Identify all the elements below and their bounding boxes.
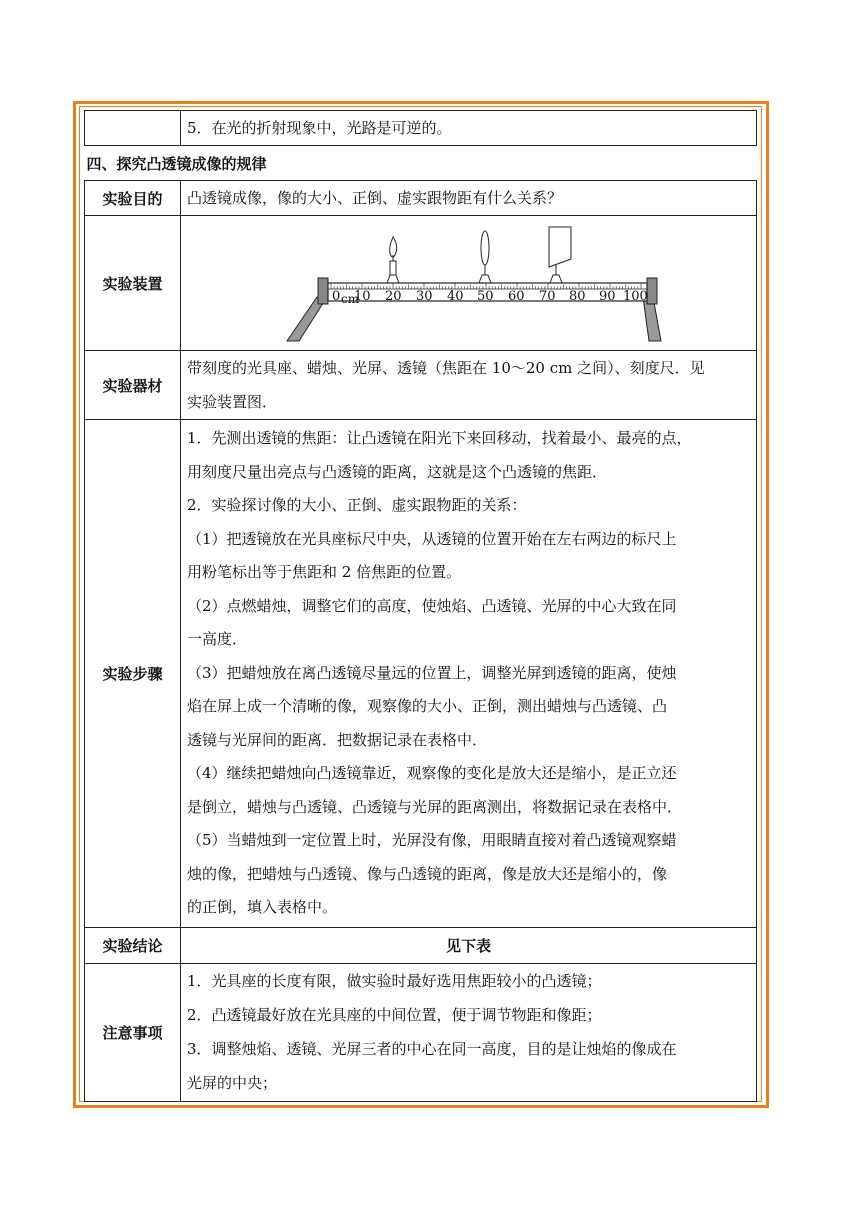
step-line: （4）继续把蜡烛向凸透镜靠近，观察像的变化是放大还是缩小，是正立还	[187, 764, 677, 782]
note-line: 光屏的中央；	[187, 1074, 278, 1092]
tick-label-30: 30	[415, 289, 433, 304]
tick-label-60: 60	[507, 289, 525, 304]
row-notes	[85, 963, 757, 1101]
candle-flame	[389, 237, 396, 257]
steps-text	[181, 420, 757, 928]
notes-text	[181, 963, 757, 1101]
step-line: 焰在屏上成一个清晰的像，观察像的大小、正倒，测出蜡烛与凸透镜、凸	[187, 697, 668, 715]
note-line: 1．光具座的长度有限，做实验时最好选用焦距较小的凸透镜；	[187, 972, 602, 990]
lens-holder	[479, 275, 491, 283]
prev-row-label	[85, 111, 181, 146]
note-line: 2．凸透镜最好放在光具座的中间位置，便于调节物距和像距；	[187, 1006, 602, 1024]
tick-label-90: 90	[598, 289, 616, 304]
materials-line: 带刻度的光具座、蜡烛、光屏、透镜（焦距在 10～20 cm 之间）、刻度尺．见	[187, 359, 705, 377]
prev-row-text: 5．在光的折射现象中，光路是可逆的。	[181, 111, 757, 146]
tick-label-50: 50	[476, 289, 494, 304]
tick-label-80: 80	[568, 289, 586, 304]
step-line: 1．先测出透镜的焦距：让凸透镜在阳光下来回移动，找着最小、最亮的点，	[187, 429, 692, 447]
candle-body	[390, 261, 396, 275]
row-apparatus	[85, 216, 757, 351]
step-line: 是倒立，蜡烛与凸透镜、凸透镜与光屏的距离测出，将数据记录在表格中．	[187, 797, 683, 816]
convex-lens	[481, 231, 489, 265]
step-line: 2．实验探讨像的大小、正倒、虚实跟物距的关系：	[187, 496, 527, 514]
candle-holder	[387, 275, 399, 283]
step-line: （1）把透镜放在光具座标尺中央，从透镜的位置开始在左右两边的标尺上	[187, 529, 677, 548]
optical-bench-diagram	[269, 223, 669, 343]
materials-label: 实验器材	[85, 351, 181, 420]
note-line: 3．调整烛焰、透镜、光屏三者的中心在同一高度，目的是让烛焰的像成在	[187, 1040, 677, 1058]
step-line: （5）当蜡烛到一定位置上时，光屏没有像，用眼睛直接对着凸透镜观察蜡	[187, 831, 677, 849]
left-end-block	[318, 278, 328, 304]
row-purpose	[85, 181, 757, 216]
step-line: 一高度．	[187, 630, 248, 648]
light-screen	[549, 227, 571, 267]
row-materials	[85, 351, 757, 420]
row-steps	[85, 420, 757, 928]
step-line: 的正倒，填入表格中。	[187, 898, 338, 916]
apparatus-cell	[181, 216, 757, 351]
section-row	[85, 146, 757, 181]
step-line: 用刻度尺量出亮点与凸透镜的距离，这就是这个凸透镜的焦距．	[187, 462, 608, 481]
right-end-block	[647, 278, 657, 304]
screen-holder	[550, 275, 562, 283]
ruler-unit: cm	[340, 292, 359, 306]
tick-label-70: 70	[538, 289, 556, 304]
step-line: 透镜与光屏间的距离．把数据记录在表格中．	[187, 730, 488, 749]
step-line: 用粉笔标出等于焦距和 2 倍焦距的位置。	[187, 563, 462, 581]
purpose-text: 凸透镜成像，像的大小、正倒、虚实跟物距有什么关系？	[181, 181, 757, 216]
purpose-label: 实验目的	[85, 181, 181, 216]
tick-label-20: 20	[384, 289, 402, 304]
notes-label: 注意事项	[85, 963, 181, 1101]
apparatus-label: 实验装置	[85, 216, 181, 351]
step-line: （3）把蜡烛放在离凸透镜尽量远的位置上，调整光屏到透镜的距离，使烛	[187, 663, 677, 682]
steps-label: 实验步骤	[85, 420, 181, 928]
materials-text	[181, 351, 757, 420]
step-line: 烛的像，把蜡烛与凸透镜、像与凸透镜的距离，像是放大还是缩小的，像	[187, 864, 668, 883]
tick-label-10: 10	[353, 289, 371, 304]
conclusion-label: 实验结论	[85, 927, 181, 963]
tick-label-0: 0	[331, 289, 340, 304]
row-conclusion	[85, 927, 757, 963]
experiment-table	[84, 110, 757, 1102]
section-title: 四、探究凸透镜成像的规律	[86, 154, 267, 173]
prev-row	[85, 111, 757, 146]
conclusion-text: 见下表	[181, 927, 757, 963]
step-line: （2）点燃蜡烛，调整它们的高度，使烛焰、凸透镜、光屏的中心大致在同	[187, 596, 677, 615]
tick-label-40: 40	[446, 289, 464, 304]
materials-line: 实验装置图．	[187, 393, 278, 411]
tick-label-100: 100	[622, 289, 648, 304]
